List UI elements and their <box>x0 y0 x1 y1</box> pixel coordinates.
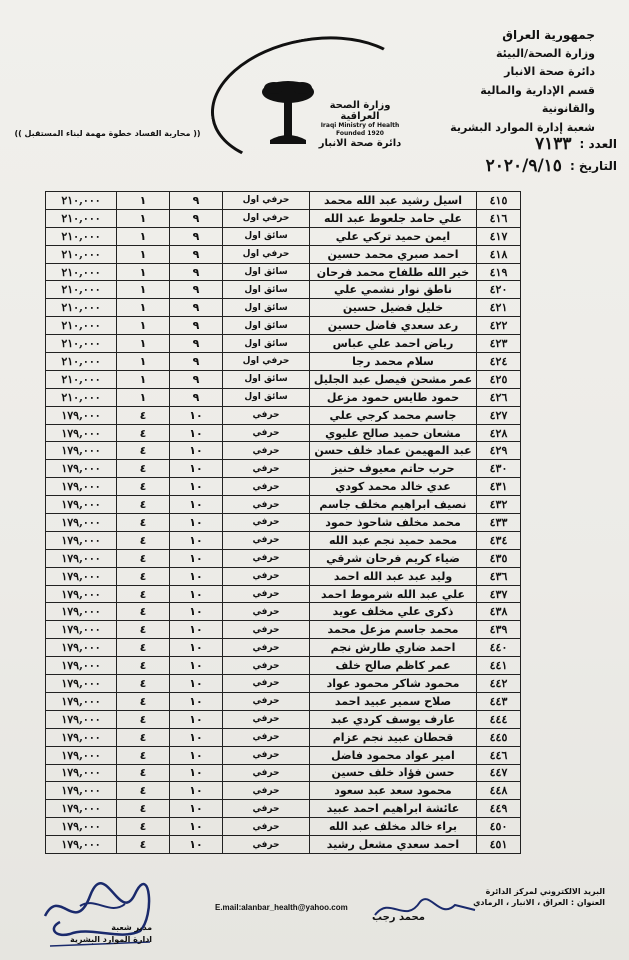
grade-cell: ٩ <box>170 192 223 210</box>
grade-cell: ١٠ <box>170 567 223 585</box>
signer-name: محمد رجب <box>372 912 425 923</box>
job-title-cell: حرفي <box>223 531 310 549</box>
amount-cell: ١٧٩,٠٠٠ <box>46 496 117 514</box>
employee-table <box>45 191 521 854</box>
reference-fields <box>486 133 617 177</box>
amount-cell: ٢١٠,٠٠٠ <box>46 192 117 210</box>
grade-cell: ١٠ <box>170 782 223 800</box>
sequence-cell: ٤٢٦ <box>477 388 521 406</box>
amount-cell: ٢١٠,٠٠٠ <box>46 281 117 299</box>
grade-cell: ١٠ <box>170 621 223 639</box>
grade-cell: ١٠ <box>170 549 223 567</box>
slogan: (( محاربة الفساد خطوة مهمة لبناء المستقبل )) <box>14 129 201 138</box>
job-title-cell: حرفي <box>223 549 310 567</box>
grade-cell: ١٠ <box>170 746 223 764</box>
sequence-cell: ٤٣٥ <box>477 549 521 567</box>
employee-name-cell: وليد عبد عبد الله احمد <box>310 567 477 585</box>
grade-cell: ٩ <box>170 263 223 281</box>
sequence-cell: ٤٤٨ <box>477 782 521 800</box>
amount-cell: ٢١٠,٠٠٠ <box>46 317 117 335</box>
table-row <box>46 442 521 460</box>
table-row <box>46 335 521 353</box>
table-row <box>46 675 521 693</box>
step-cell: ١ <box>117 299 170 317</box>
amount-cell: ١٧٩,٠٠٠ <box>46 639 117 657</box>
sequence-cell: ٤١٦ <box>477 209 521 227</box>
sequence-cell: ٤٢٠ <box>477 281 521 299</box>
date-label: التاريخ : <box>569 159 617 173</box>
step-cell: ٤ <box>117 460 170 478</box>
number-value: ٧١٣٣ <box>535 134 572 154</box>
employee-name-cell: قحطان عبيد نجم عزام <box>310 728 477 746</box>
grade-cell: ١٠ <box>170 603 223 621</box>
employee-name-cell: نصيف ابراهيم مخلف جاسم <box>310 496 477 514</box>
employee-name-cell: عدي خالد محمد كودي <box>310 478 477 496</box>
logo-dept: دائرة صحة الانبار <box>318 138 402 149</box>
employee-name-cell: صلاح سمير عبيد احمد <box>310 692 477 710</box>
amount-cell: ٢١٠,٠٠٠ <box>46 370 117 388</box>
step-cell: ٤ <box>117 710 170 728</box>
sequence-cell: ٤٣٦ <box>477 567 521 585</box>
job-title-cell: سائق اول <box>223 281 310 299</box>
step-cell: ٤ <box>117 836 170 854</box>
table-row <box>46 549 521 567</box>
amount-cell: ٢١٠,٠٠٠ <box>46 299 117 317</box>
amount-cell: ١٧٩,٠٠٠ <box>46 442 117 460</box>
step-cell: ٤ <box>117 800 170 818</box>
table-row <box>46 227 521 245</box>
amount-cell: ١٧٩,٠٠٠ <box>46 478 117 496</box>
table-row <box>46 531 521 549</box>
step-cell: ٤ <box>117 675 170 693</box>
grade-cell: ١٠ <box>170 692 223 710</box>
grade-cell: ١٠ <box>170 657 223 675</box>
sequence-cell: ٤٤٩ <box>477 800 521 818</box>
number-label: العدد : <box>579 137 617 151</box>
signature-middle <box>370 890 480 930</box>
footer-email-label: البريد الالكتروني لمركز الدائرة <box>485 887 605 896</box>
job-title-cell: حرفي <box>223 692 310 710</box>
step-cell: ٤ <box>117 514 170 532</box>
amount-cell: ١٧٩,٠٠٠ <box>46 746 117 764</box>
employee-name-cell: عمر كاظم صالح خلف <box>310 657 477 675</box>
job-title-cell: حرفي <box>223 818 310 836</box>
table-row <box>46 567 521 585</box>
employee-name-cell: علي عبد الله شرموط احمد <box>310 585 477 603</box>
employee-name-cell: محمد جاسم مزعل محمد <box>310 621 477 639</box>
sequence-cell: ٤٢٨ <box>477 424 521 442</box>
table-row <box>46 710 521 728</box>
header-line: وزارة الصحة/البيئة <box>496 46 595 60</box>
employee-name-cell: محمود سعد عبد سعود <box>310 782 477 800</box>
amount-cell: ١٧٩,٠٠٠ <box>46 818 117 836</box>
table-row <box>46 639 521 657</box>
amount-cell: ١٧٩,٠٠٠ <box>46 657 117 675</box>
ministry-logo <box>210 38 420 158</box>
number-field <box>486 133 617 155</box>
amount-cell: ٢١٠,٠٠٠ <box>46 263 117 281</box>
employee-name-cell: خليل فضيل حسين <box>310 299 477 317</box>
employee-name-cell: خير الله طلفاح محمد فرحان <box>310 263 477 281</box>
job-title-cell: حرفي <box>223 460 310 478</box>
step-cell: ٤ <box>117 818 170 836</box>
grade-cell: ١٠ <box>170 406 223 424</box>
employee-name-cell: ضياء كريم فرحان شرقي <box>310 549 477 567</box>
job-title-cell: حرفي <box>223 639 310 657</box>
step-cell: ١ <box>117 192 170 210</box>
grade-cell: ٩ <box>170 227 223 245</box>
sequence-cell: ٤١٧ <box>477 227 521 245</box>
employee-name-cell: ناطق نوار نشمي علي <box>310 281 477 299</box>
job-title-cell: حرفي <box>223 514 310 532</box>
table-row <box>46 657 521 675</box>
amount-cell: ١٧٩,٠٠٠ <box>46 603 117 621</box>
table-row <box>46 818 521 836</box>
step-cell: ١ <box>117 317 170 335</box>
grade-cell: ٩ <box>170 317 223 335</box>
job-title-cell: حرفي <box>223 764 310 782</box>
step-cell: ٤ <box>117 442 170 460</box>
employee-name-cell: مشعان حميد صالح عليوي <box>310 424 477 442</box>
amount-cell: ١٧٩,٠٠٠ <box>46 585 117 603</box>
table-row <box>46 764 521 782</box>
step-cell: ٤ <box>117 603 170 621</box>
employee-name-cell: امير عواد محمود فاضل <box>310 746 477 764</box>
logo-ministry-ar: وزارة الصحة العراقية <box>329 100 391 122</box>
sequence-cell: ٤٣٧ <box>477 585 521 603</box>
step-cell: ٤ <box>117 621 170 639</box>
table-row <box>46 460 521 478</box>
table-row <box>46 836 521 854</box>
grade-cell: ١٠ <box>170 424 223 442</box>
employee-name-cell: علي حامد جلعوط عبد الله <box>310 209 477 227</box>
grade-cell: ١٠ <box>170 710 223 728</box>
sequence-cell: ٤٥١ <box>477 836 521 854</box>
table-row <box>46 281 521 299</box>
grade-cell: ١٠ <box>170 728 223 746</box>
amount-cell: ٢١٠,٠٠٠ <box>46 209 117 227</box>
employee-table-body <box>46 192 521 854</box>
employee-name-cell: حمود طايس حمود مزعل <box>310 388 477 406</box>
amount-cell: ١٧٩,٠٠٠ <box>46 800 117 818</box>
date-field <box>486 155 617 177</box>
sequence-cell: ٤٢٧ <box>477 406 521 424</box>
table-row <box>46 317 521 335</box>
step-cell: ٤ <box>117 782 170 800</box>
table-row <box>46 209 521 227</box>
table-row <box>46 603 521 621</box>
header-line: شعبة إدارة الموارد البشرية <box>450 120 595 134</box>
stamp-line: مدير شعبة <box>111 923 153 932</box>
job-title-cell: سائق اول <box>223 263 310 281</box>
grade-cell: ٩ <box>170 370 223 388</box>
job-title-cell: سائق اول <box>223 335 310 353</box>
table-row <box>46 800 521 818</box>
amount-cell: ١٧٩,٠٠٠ <box>46 549 117 567</box>
table-row <box>46 746 521 764</box>
job-title-cell: حرفي اول <box>223 245 310 263</box>
step-cell: ٤ <box>117 478 170 496</box>
table-row <box>46 514 521 532</box>
job-title-cell: سائق اول <box>223 370 310 388</box>
footer-address: العنوان : العراق ، الانبار ، الرمادي <box>473 898 605 907</box>
grade-cell: ١٠ <box>170 675 223 693</box>
grade-cell: ١٠ <box>170 460 223 478</box>
grade-cell: ١٠ <box>170 514 223 532</box>
step-cell: ١ <box>117 245 170 263</box>
employee-name-cell: ايمن حميد تركي علي <box>310 227 477 245</box>
employee-name-cell: عبد المهيمن عماد خلف حسن <box>310 442 477 460</box>
step-cell: ١ <box>117 388 170 406</box>
sequence-cell: ٤٤٤ <box>477 710 521 728</box>
employee-name-cell: محمود شاكر محمود عواد <box>310 675 477 693</box>
amount-cell: ١٧٩,٠٠٠ <box>46 514 117 532</box>
grade-cell: ١٠ <box>170 531 223 549</box>
job-title-cell: حرفي <box>223 782 310 800</box>
table-row <box>46 192 521 210</box>
sequence-cell: ٤١٨ <box>477 245 521 263</box>
sequence-cell: ٤٤٥ <box>477 728 521 746</box>
header-line: قسم الإدارية والمالية والقانونية <box>480 83 595 115</box>
email-address: E.mail:alanbar_health@yahoo.com <box>215 903 348 912</box>
step-cell: ١ <box>117 227 170 245</box>
sequence-cell: ٤٣٨ <box>477 603 521 621</box>
sequence-cell: ٤٢٣ <box>477 335 521 353</box>
job-title-cell: حرفي اول <box>223 192 310 210</box>
employee-name-cell: حسن فؤاد خلف حسين <box>310 764 477 782</box>
job-title-cell: حرفي <box>223 424 310 442</box>
table-row <box>46 782 521 800</box>
step-cell: ٤ <box>117 746 170 764</box>
grade-cell: ٩ <box>170 353 223 371</box>
grade-cell: ١٠ <box>170 442 223 460</box>
table-row <box>46 496 521 514</box>
sequence-cell: ٤٣٣ <box>477 514 521 532</box>
table-row <box>46 245 521 263</box>
amount-cell: ٢١٠,٠٠٠ <box>46 245 117 263</box>
grade-cell: ٩ <box>170 209 223 227</box>
sequence-cell: ٤٢٥ <box>477 370 521 388</box>
employee-name-cell: عائشة ابراهيم احمد عبيد <box>310 800 477 818</box>
step-cell: ٤ <box>117 406 170 424</box>
grade-cell: ٩ <box>170 335 223 353</box>
employee-name-cell: احمد ضاري طارش نجم <box>310 639 477 657</box>
job-title-cell: حرفي <box>223 603 310 621</box>
employee-name-cell: محمد مخلف شاحوذ حمود <box>310 514 477 532</box>
sequence-cell: ٤١٥ <box>477 192 521 210</box>
table-row <box>46 370 521 388</box>
employee-name-cell: براء خالد مخلف عبد الله <box>310 818 477 836</box>
amount-cell: ٢١٠,٠٠٠ <box>46 227 117 245</box>
date-value: ٢٠٢٠/٩/١٥ <box>485 156 562 176</box>
ministry-header <box>445 26 595 137</box>
amount-cell: ١٧٩,٠٠٠ <box>46 728 117 746</box>
grade-cell: ٩ <box>170 299 223 317</box>
amount-cell: ٢١٠,٠٠٠ <box>46 388 117 406</box>
sequence-cell: ٤٢٢ <box>477 317 521 335</box>
amount-cell: ١٧٩,٠٠٠ <box>46 675 117 693</box>
amount-cell: ١٧٩,٠٠٠ <box>46 710 117 728</box>
step-cell: ٤ <box>117 764 170 782</box>
amount-cell: ١٧٩,٠٠٠ <box>46 621 117 639</box>
employee-name-cell: احمد سعدي مشعل رشيد <box>310 836 477 854</box>
amount-cell: ١٧٩,٠٠٠ <box>46 531 117 549</box>
step-cell: ٤ <box>117 424 170 442</box>
step-cell: ٤ <box>117 657 170 675</box>
job-title-cell: حرفي اول <box>223 353 310 371</box>
employee-name-cell: احمد صبري محمد حسين <box>310 245 477 263</box>
palm-tree-icon <box>260 78 316 148</box>
job-title-cell: حرفي <box>223 657 310 675</box>
table-row <box>46 692 521 710</box>
step-cell: ١ <box>117 263 170 281</box>
table-row <box>46 299 521 317</box>
sequence-cell: ٤٣٠ <box>477 460 521 478</box>
grade-cell: ٩ <box>170 388 223 406</box>
employee-name-cell: اسيل رشيد عبد الله محمد <box>310 192 477 210</box>
grade-cell: ١٠ <box>170 585 223 603</box>
step-cell: ١ <box>117 335 170 353</box>
table-row <box>46 728 521 746</box>
grade-cell: ١٠ <box>170 764 223 782</box>
sequence-cell: ٤٣١ <box>477 478 521 496</box>
step-cell: ٤ <box>117 496 170 514</box>
sequence-cell: ٤٢٩ <box>477 442 521 460</box>
table-row <box>46 353 521 371</box>
job-title-cell: حرفي <box>223 621 310 639</box>
job-title-cell: حرفي <box>223 585 310 603</box>
employee-name-cell: حرب حاتم معيوف حنيز <box>310 460 477 478</box>
sequence-cell: ٤٤٣ <box>477 692 521 710</box>
sequence-cell: ٤٤٠ <box>477 639 521 657</box>
logo-founded: Founded 1920 <box>336 130 384 137</box>
job-title-cell: حرفي <box>223 800 310 818</box>
sequence-cell: ٤١٩ <box>477 263 521 281</box>
logo-ministry-en: Iraqi Ministry of Health <box>320 122 400 129</box>
table-row <box>46 406 521 424</box>
table-row <box>46 263 521 281</box>
step-cell: ١ <box>117 370 170 388</box>
job-title-cell: حرفي <box>223 442 310 460</box>
grade-cell: ١٠ <box>170 800 223 818</box>
job-title-cell: حرفي اول <box>223 209 310 227</box>
employee-name-cell: رياض احمد علي عباس <box>310 335 477 353</box>
step-cell: ١ <box>117 209 170 227</box>
job-title-cell: حرفي <box>223 728 310 746</box>
table-row <box>46 424 521 442</box>
job-title-cell: حرفي <box>223 496 310 514</box>
employee-name-cell: محمد حميد نجم عبد الله <box>310 531 477 549</box>
step-cell: ٤ <box>117 692 170 710</box>
amount-cell: ١٧٩,٠٠٠ <box>46 460 117 478</box>
sequence-cell: ٤٤١ <box>477 657 521 675</box>
sequence-cell: ٤٢٤ <box>477 353 521 371</box>
employee-name-cell: جاسم محمد كرجي علي <box>310 406 477 424</box>
amount-cell: ١٧٩,٠٠٠ <box>46 424 117 442</box>
employee-name-cell: ذكرى علي مخلف عويد <box>310 603 477 621</box>
job-title-cell: حرفي <box>223 567 310 585</box>
job-title-cell: سائق اول <box>223 388 310 406</box>
header-line: دائرة صحة الانبار <box>504 65 595 78</box>
amount-cell: ١٧٩,٠٠٠ <box>46 692 117 710</box>
job-title-cell: حرفي <box>223 836 310 854</box>
signature-left <box>30 876 170 960</box>
sequence-cell: ٤٤٢ <box>477 675 521 693</box>
amount-cell: ١٧٩,٠٠٠ <box>46 782 117 800</box>
step-cell: ٤ <box>117 549 170 567</box>
amount-cell: ٢١٠,٠٠٠ <box>46 353 117 371</box>
step-cell: ٤ <box>117 567 170 585</box>
step-cell: ٤ <box>117 639 170 657</box>
table-row <box>46 478 521 496</box>
job-title-cell: حرفي <box>223 406 310 424</box>
employee-name-cell: عمر مشحن فيصل عبد الجليل <box>310 370 477 388</box>
sequence-cell: ٤٣٢ <box>477 496 521 514</box>
step-cell: ٤ <box>117 585 170 603</box>
stamp-line: ادارة الموارد البشرية <box>70 935 153 944</box>
sequence-cell: ٤٤٦ <box>477 746 521 764</box>
sequence-cell: ٤٣٩ <box>477 621 521 639</box>
amount-cell: ١٧٩,٠٠٠ <box>46 764 117 782</box>
grade-cell: ١٠ <box>170 639 223 657</box>
step-cell: ١ <box>117 353 170 371</box>
amount-cell: ٢١٠,٠٠٠ <box>46 335 117 353</box>
grade-cell: ١٠ <box>170 818 223 836</box>
step-cell: ٤ <box>117 531 170 549</box>
job-title-cell: حرفي <box>223 710 310 728</box>
job-title-cell: سائق اول <box>223 227 310 245</box>
sequence-cell: ٤٤٧ <box>477 764 521 782</box>
employee-name-cell: سلام محمد رجا <box>310 353 477 371</box>
amount-cell: ١٧٩,٠٠٠ <box>46 567 117 585</box>
job-title-cell: سائق اول <box>223 317 310 335</box>
grade-cell: ٩ <box>170 245 223 263</box>
amount-cell: ١٧٩,٠٠٠ <box>46 406 117 424</box>
job-title-cell: حرفي <box>223 478 310 496</box>
employee-name-cell: رعد سعدي فاضل حسين <box>310 317 477 335</box>
grade-cell: ١٠ <box>170 836 223 854</box>
table-row <box>46 585 521 603</box>
job-title-cell: حرفي <box>223 675 310 693</box>
header-line: جمهورية العراق <box>502 28 595 42</box>
step-cell: ٤ <box>117 728 170 746</box>
sequence-cell: ٤٥٠ <box>477 818 521 836</box>
employee-name-cell: عارف يوسف كردي عبد <box>310 710 477 728</box>
amount-cell: ١٧٩,٠٠٠ <box>46 836 117 854</box>
table-row <box>46 388 521 406</box>
grade-cell: ١٠ <box>170 496 223 514</box>
stamp-text <box>70 922 152 946</box>
job-title-cell: سائق اول <box>223 299 310 317</box>
logo-caption <box>310 100 410 149</box>
table-row <box>46 621 521 639</box>
grade-cell: ١٠ <box>170 478 223 496</box>
sequence-cell: ٤٣٤ <box>477 531 521 549</box>
step-cell: ١ <box>117 281 170 299</box>
sequence-cell: ٤٢١ <box>477 299 521 317</box>
job-title-cell: حرفي <box>223 746 310 764</box>
grade-cell: ٩ <box>170 281 223 299</box>
